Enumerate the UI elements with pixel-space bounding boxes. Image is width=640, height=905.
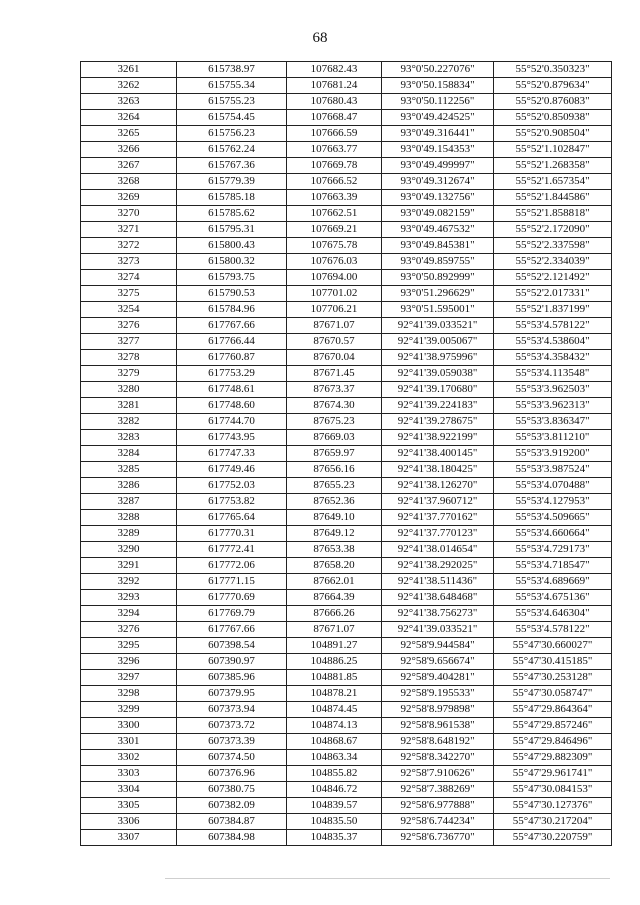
longitude-cell: 92°58'8.979898" [382,702,494,718]
table-row [81,782,612,798]
point-number-cell: 3277 [81,334,177,350]
x-coordinate-cell: 615800.32 [177,254,287,270]
longitude-cell: 92°41'38.975996" [382,350,494,366]
point-number-cell: 3269 [81,190,177,206]
table-row [81,430,612,446]
table-row [81,126,612,142]
latitude-cell: 55°52'2.172090" [494,222,612,238]
longitude-cell: 93°0'49.154353" [382,142,494,158]
longitude-cell: 92°41'38.400145" [382,446,494,462]
latitude-cell: 55°47'30.217204" [494,814,612,830]
point-number-cell: 3303 [81,766,177,782]
latitude-cell: 55°52'1.102847" [494,142,612,158]
latitude-cell: 55°47'29.882309" [494,750,612,766]
y-coordinate-cell: 107669.21 [287,222,382,238]
point-number-cell: 3275 [81,286,177,302]
latitude-cell: 55°47'30.127376" [494,798,612,814]
latitude-cell: 55°53'4.538604" [494,334,612,350]
latitude-cell: 55°53'3.962503" [494,382,612,398]
x-coordinate-cell: 617766.44 [177,334,287,350]
table-row [81,510,612,526]
y-coordinate-cell: 87662.01 [287,574,382,590]
longitude-cell: 92°58'9.944584" [382,638,494,654]
y-coordinate-cell: 107663.39 [287,190,382,206]
point-number-cell: 3301 [81,734,177,750]
x-coordinate-cell: 617772.06 [177,558,287,574]
latitude-cell: 55°53'4.675136" [494,590,612,606]
longitude-cell: 93°0'49.316441" [382,126,494,142]
latitude-cell: 55°53'4.127953" [494,494,612,510]
y-coordinate-cell: 107680.43 [287,94,382,110]
x-coordinate-cell: 617744.70 [177,414,287,430]
latitude-cell: 55°47'30.058747" [494,686,612,702]
table-row [81,334,612,350]
table-row [81,798,612,814]
table-row [81,830,612,846]
x-coordinate-cell: 607390.97 [177,654,287,670]
table-row [81,750,612,766]
table-row [81,270,612,286]
latitude-cell: 55°47'29.864364" [494,702,612,718]
y-coordinate-cell: 104839.57 [287,798,382,814]
point-number-cell: 3270 [81,206,177,222]
latitude-cell: 55°52'1.837199" [494,302,612,318]
table-row [81,574,612,590]
latitude-cell: 55°52'1.657354" [494,174,612,190]
point-number-cell: 3285 [81,462,177,478]
longitude-cell: 92°58'8.961538" [382,718,494,734]
table-row [81,718,612,734]
y-coordinate-cell: 104891.27 [287,638,382,654]
x-coordinate-cell: 607379.95 [177,686,287,702]
coordinates-table [80,61,612,846]
point-number-cell: 3278 [81,350,177,366]
point-number-cell: 3305 [81,798,177,814]
y-coordinate-cell: 87673.37 [287,382,382,398]
latitude-cell: 55°53'3.836347" [494,414,612,430]
x-coordinate-cell: 617753.29 [177,366,287,382]
latitude-cell: 55°53'3.987524" [494,462,612,478]
y-coordinate-cell: 107676.03 [287,254,382,270]
x-coordinate-cell: 607376.96 [177,766,287,782]
point-number-cell: 3289 [81,526,177,542]
table-row [81,142,612,158]
latitude-cell: 55°47'29.961741" [494,766,612,782]
point-number-cell: 3265 [81,126,177,142]
y-coordinate-cell: 107668.47 [287,110,382,126]
table-row [81,94,612,110]
latitude-cell: 55°47'30.220759" [494,830,612,846]
longitude-cell: 92°58'8.648192" [382,734,494,750]
table-row [81,734,612,750]
x-coordinate-cell: 617760.87 [177,350,287,366]
x-coordinate-cell: 617743.95 [177,430,287,446]
y-coordinate-cell: 87666.26 [287,606,382,622]
longitude-cell: 93°0'49.132756" [382,190,494,206]
x-coordinate-cell: 615785.62 [177,206,287,222]
longitude-cell: 93°0'49.499997" [382,158,494,174]
table-row [81,190,612,206]
y-coordinate-cell: 87649.12 [287,526,382,542]
x-coordinate-cell: 617770.69 [177,590,287,606]
x-coordinate-cell: 617771.15 [177,574,287,590]
longitude-cell: 92°41'39.059038" [382,366,494,382]
table-row [81,702,612,718]
point-number-cell: 3284 [81,446,177,462]
y-coordinate-cell: 107663.77 [287,142,382,158]
longitude-cell: 92°41'37.770123" [382,526,494,542]
longitude-cell: 92°58'8.342270" [382,750,494,766]
longitude-cell: 93°0'51.595001" [382,302,494,318]
table-row [81,174,612,190]
point-number-cell: 3294 [81,606,177,622]
y-coordinate-cell: 107682.43 [287,62,382,78]
table-row [81,254,612,270]
x-coordinate-cell: 607385.96 [177,670,287,686]
y-coordinate-cell: 104855.82 [287,766,382,782]
point-number-cell: 3267 [81,158,177,174]
y-coordinate-cell: 107666.52 [287,174,382,190]
latitude-cell: 55°53'4.660664" [494,526,612,542]
point-number-cell: 3293 [81,590,177,606]
latitude-cell: 55°53'4.113548" [494,366,612,382]
longitude-cell: 92°41'38.292025" [382,558,494,574]
table-row [81,286,612,302]
x-coordinate-cell: 617767.66 [177,318,287,334]
latitude-cell: 55°47'30.660027" [494,638,612,654]
table-row [81,302,612,318]
x-coordinate-cell: 615790.53 [177,286,287,302]
table-row [81,814,612,830]
table-row [81,222,612,238]
longitude-cell: 93°0'49.312674" [382,174,494,190]
table-row [81,686,612,702]
latitude-cell: 55°53'4.358432" [494,350,612,366]
y-coordinate-cell: 87653.38 [287,542,382,558]
y-coordinate-cell: 87652.36 [287,494,382,510]
longitude-cell: 92°58'9.656674" [382,654,494,670]
latitude-cell: 55°47'30.084153" [494,782,612,798]
y-coordinate-cell: 107701.02 [287,286,382,302]
longitude-cell: 92°58'6.977888" [382,798,494,814]
table-row [81,638,612,654]
y-coordinate-cell: 107669.78 [287,158,382,174]
x-coordinate-cell: 615755.34 [177,78,287,94]
longitude-cell: 93°0'49.082159" [382,206,494,222]
x-coordinate-cell: 607382.09 [177,798,287,814]
table-row [81,446,612,462]
x-coordinate-cell: 607373.72 [177,718,287,734]
y-coordinate-cell: 87670.57 [287,334,382,350]
point-number-cell: 3304 [81,782,177,798]
x-coordinate-cell: 607373.39 [177,734,287,750]
latitude-cell: 55°52'0.350323" [494,62,612,78]
longitude-cell: 92°58'6.736770" [382,830,494,846]
x-coordinate-cell: 617772.41 [177,542,287,558]
latitude-cell: 55°52'1.268358" [494,158,612,174]
latitude-cell: 55°52'2.121492" [494,270,612,286]
x-coordinate-cell: 607373.94 [177,702,287,718]
y-coordinate-cell: 104878.21 [287,686,382,702]
longitude-cell: 92°41'39.005067" [382,334,494,350]
y-coordinate-cell: 87671.45 [287,366,382,382]
longitude-cell: 93°0'50.158834" [382,78,494,94]
y-coordinate-cell: 87674.30 [287,398,382,414]
latitude-cell: 55°53'4.689669" [494,574,612,590]
latitude-cell: 55°52'0.850938" [494,110,612,126]
x-coordinate-cell: 607398.54 [177,638,287,654]
latitude-cell: 55°52'0.876083" [494,94,612,110]
point-number-cell: 3307 [81,830,177,846]
point-number-cell: 3268 [81,174,177,190]
y-coordinate-cell: 87671.07 [287,318,382,334]
point-number-cell: 3296 [81,654,177,670]
latitude-cell: 55°53'3.962313" [494,398,612,414]
point-number-cell: 3261 [81,62,177,78]
y-coordinate-cell: 87656.16 [287,462,382,478]
x-coordinate-cell: 615800.43 [177,238,287,254]
point-number-cell: 3290 [81,542,177,558]
x-coordinate-cell: 615785.18 [177,190,287,206]
longitude-cell: 92°41'37.960712" [382,494,494,510]
point-number-cell: 3272 [81,238,177,254]
longitude-cell: 93°0'50.112256" [382,94,494,110]
point-number-cell: 3276 [81,622,177,638]
y-coordinate-cell: 107662.51 [287,206,382,222]
table-row [81,622,612,638]
latitude-cell: 55°53'4.070488" [494,478,612,494]
y-coordinate-cell: 104835.50 [287,814,382,830]
point-number-cell: 3281 [81,398,177,414]
longitude-cell: 93°0'49.467532" [382,222,494,238]
latitude-cell: 55°52'0.908504" [494,126,612,142]
y-coordinate-cell: 107675.78 [287,238,382,254]
longitude-cell: 92°58'9.404281" [382,670,494,686]
point-number-cell: 3263 [81,94,177,110]
longitude-cell: 93°0'50.227076" [382,62,494,78]
longitude-cell: 93°0'49.845381" [382,238,494,254]
x-coordinate-cell: 607384.87 [177,814,287,830]
table-row [81,110,612,126]
table-row [81,542,612,558]
x-coordinate-cell: 617753.82 [177,494,287,510]
x-coordinate-cell: 617752.03 [177,478,287,494]
x-coordinate-cell: 615793.75 [177,270,287,286]
x-coordinate-cell: 617767.66 [177,622,287,638]
point-number-cell: 3264 [81,110,177,126]
latitude-cell: 55°53'4.578122" [494,622,612,638]
longitude-cell: 92°58'6.744234" [382,814,494,830]
table-row [81,766,612,782]
latitude-cell: 55°53'4.509665" [494,510,612,526]
y-coordinate-cell: 107694.00 [287,270,382,286]
point-number-cell: 3283 [81,430,177,446]
longitude-cell: 92°41'39.278675" [382,414,494,430]
x-coordinate-cell: 615767.36 [177,158,287,174]
longitude-cell: 92°41'38.014654" [382,542,494,558]
table-row [81,398,612,414]
longitude-cell: 92°41'39.170680" [382,382,494,398]
point-number-cell: 3280 [81,382,177,398]
point-number-cell: 3262 [81,78,177,94]
y-coordinate-cell: 87659.97 [287,446,382,462]
latitude-cell: 55°52'2.337598" [494,238,612,254]
latitude-cell: 55°47'29.857246" [494,718,612,734]
latitude-cell: 55°47'30.415185" [494,654,612,670]
table-row [81,350,612,366]
latitude-cell: 55°53'3.811210" [494,430,612,446]
y-coordinate-cell: 87675.23 [287,414,382,430]
point-number-cell: 3287 [81,494,177,510]
table-row [81,526,612,542]
x-coordinate-cell: 617749.46 [177,462,287,478]
x-coordinate-cell: 615754.45 [177,110,287,126]
longitude-cell: 92°41'38.126270" [382,478,494,494]
latitude-cell: 55°53'4.646304" [494,606,612,622]
x-coordinate-cell: 607384.98 [177,830,287,846]
point-number-cell: 3254 [81,302,177,318]
latitude-cell: 55°52'0.879634" [494,78,612,94]
point-number-cell: 3266 [81,142,177,158]
table-row [81,382,612,398]
x-coordinate-cell: 615779.39 [177,174,287,190]
latitude-cell: 55°53'4.718547" [494,558,612,574]
table-row [81,462,612,478]
table-row [81,366,612,382]
y-coordinate-cell: 107666.59 [287,126,382,142]
point-number-cell: 3288 [81,510,177,526]
longitude-cell: 92°41'38.511436" [382,574,494,590]
y-coordinate-cell: 87658.20 [287,558,382,574]
latitude-cell: 55°53'4.729173" [494,542,612,558]
table-row [81,654,612,670]
latitude-cell: 55°52'1.844586" [494,190,612,206]
point-number-cell: 3273 [81,254,177,270]
x-coordinate-cell: 617765.64 [177,510,287,526]
table-row [81,494,612,510]
y-coordinate-cell: 104835.37 [287,830,382,846]
table-row [81,78,612,94]
y-coordinate-cell: 87655.23 [287,478,382,494]
latitude-cell: 55°53'3.919200" [494,446,612,462]
point-number-cell: 3306 [81,814,177,830]
longitude-cell: 93°0'49.424525" [382,110,494,126]
longitude-cell: 92°41'37.770162" [382,510,494,526]
latitude-cell: 55°47'29.846496" [494,734,612,750]
y-coordinate-cell: 87664.39 [287,590,382,606]
x-coordinate-cell: 615762.24 [177,142,287,158]
x-coordinate-cell: 617748.60 [177,398,287,414]
x-coordinate-cell: 617770.31 [177,526,287,542]
y-coordinate-cell: 104874.45 [287,702,382,718]
longitude-cell: 93°0'51.296629" [382,286,494,302]
longitude-cell: 92°41'38.756273" [382,606,494,622]
table-row [81,206,612,222]
page-number: 68 [312,30,328,46]
point-number-cell: 3298 [81,686,177,702]
x-coordinate-cell: 615784.96 [177,302,287,318]
x-coordinate-cell: 617769.79 [177,606,287,622]
x-coordinate-cell: 615795.31 [177,222,287,238]
latitude-cell: 55°47'30.253128" [494,670,612,686]
point-number-cell: 3276 [81,318,177,334]
table-row [81,414,612,430]
x-coordinate-cell: 607374.50 [177,750,287,766]
longitude-cell: 92°58'9.195533" [382,686,494,702]
x-coordinate-cell: 617748.61 [177,382,287,398]
y-coordinate-cell: 104874.13 [287,718,382,734]
latitude-cell: 55°52'1.858818" [494,206,612,222]
coordinates-table-body [81,62,612,846]
table-row [81,62,612,78]
longitude-cell: 92°41'39.033521" [382,622,494,638]
y-coordinate-cell: 104886.25 [287,654,382,670]
longitude-cell: 93°0'49.859755" [382,254,494,270]
y-coordinate-cell: 87649.10 [287,510,382,526]
point-number-cell: 3291 [81,558,177,574]
table-row [81,590,612,606]
table-row [81,478,612,494]
longitude-cell: 92°41'39.224183" [382,398,494,414]
point-number-cell: 3274 [81,270,177,286]
latitude-cell: 55°52'2.017331" [494,286,612,302]
y-coordinate-cell: 87670.04 [287,350,382,366]
point-number-cell: 3299 [81,702,177,718]
point-number-cell: 3271 [81,222,177,238]
longitude-cell: 93°0'50.892999" [382,270,494,286]
longitude-cell: 92°41'38.180425" [382,462,494,478]
latitude-cell: 55°53'4.578122" [494,318,612,334]
point-number-cell: 3300 [81,718,177,734]
y-coordinate-cell: 104846.72 [287,782,382,798]
table-row [81,670,612,686]
longitude-cell: 92°41'38.648468" [382,590,494,606]
y-coordinate-cell: 104868.67 [287,734,382,750]
y-coordinate-cell: 104863.34 [287,750,382,766]
y-coordinate-cell: 104881.85 [287,670,382,686]
y-coordinate-cell: 87669.03 [287,430,382,446]
y-coordinate-cell: 87671.07 [287,622,382,638]
point-number-cell: 3282 [81,414,177,430]
longitude-cell: 92°58'7.388269" [382,782,494,798]
point-number-cell: 3297 [81,670,177,686]
x-coordinate-cell: 607380.75 [177,782,287,798]
x-coordinate-cell: 615756.23 [177,126,287,142]
table-row [81,318,612,334]
point-number-cell: 3279 [81,366,177,382]
longitude-cell: 92°41'38.922199" [382,430,494,446]
y-coordinate-cell: 107681.24 [287,78,382,94]
table-row [81,558,612,574]
bottom-rule [165,878,610,879]
point-number-cell: 3292 [81,574,177,590]
x-coordinate-cell: 615755.23 [177,94,287,110]
point-number-cell: 3286 [81,478,177,494]
table-row [81,606,612,622]
table-row [81,238,612,254]
longitude-cell: 92°41'39.033521" [382,318,494,334]
longitude-cell: 92°58'7.910626" [382,766,494,782]
table-row [81,158,612,174]
x-coordinate-cell: 617747.33 [177,446,287,462]
latitude-cell: 55°52'2.334039" [494,254,612,270]
y-coordinate-cell: 107706.21 [287,302,382,318]
point-number-cell: 3302 [81,750,177,766]
point-number-cell: 3295 [81,638,177,654]
x-coordinate-cell: 615738.97 [177,62,287,78]
